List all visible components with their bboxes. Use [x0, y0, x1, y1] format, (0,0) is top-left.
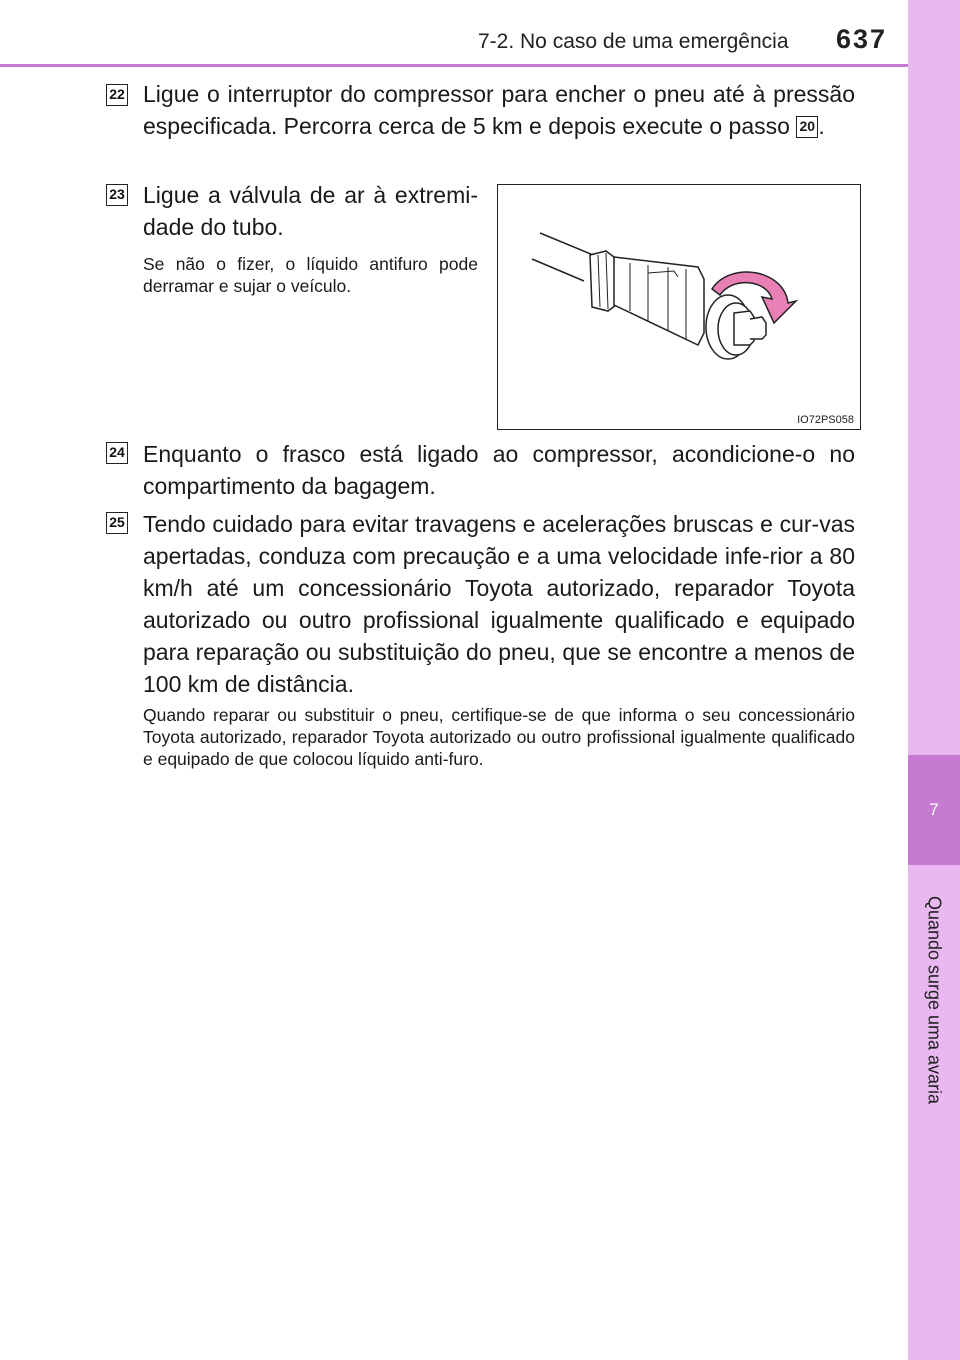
air-valve-connection-illustration	[498, 185, 859, 428]
figure-code: IO72PS058	[797, 414, 854, 426]
step-text-body: Ligue o interruptor do compressor para encher o pneu até à pressão especificada. Percorra cerca de 5 km e depois execute o passo	[143, 81, 855, 139]
step-text-end: .	[818, 113, 825, 139]
chapter-label: Quando surge uma avaria	[924, 895, 945, 1105]
figure-air-valve	[497, 184, 861, 430]
section-title: 7-2. No caso de uma emergência	[478, 30, 789, 53]
step-reference: 20	[796, 116, 818, 138]
header-divider	[0, 64, 908, 67]
step-text: Ligue a válvula de ar à extremi-dade do tubo.	[143, 182, 478, 240]
step-note: Se não o fizer, o líquido antifuro pode derramar e sujar o veículo.	[143, 254, 478, 296]
step-number: 24	[106, 442, 128, 464]
step-note: Quando reparar ou substituir o pneu, certifique-se de que informa o seu concessionário Toyota autorizado, reparador Toyota autorizado ou outro profissional igualmente qualificado e equipado de que colocou líquido anti-furo.	[143, 705, 855, 769]
page-number: 637	[836, 24, 888, 54]
step-text: Tendo cuidado para evitar travagens e acelerações bruscas e cur-vas apertadas, conduza com precaução e a uma velocidade infe-rior a 80 km/h até um concessionário Toyota autorizado, reparador Toyota autorizado ou outro profissional igualmente qualificado e equipado para reparação ou substituição do pneu, que se encontre a menos de 100 km de distância.	[143, 511, 855, 697]
step-text	[143, 78, 855, 142]
step-number: 22	[106, 84, 128, 106]
chapter-side-tab	[908, 0, 960, 1360]
chapter-number-box: 7	[908, 755, 960, 865]
step-number: 25	[106, 512, 128, 534]
step-text: Enquanto o frasco está ligado ao compressor, acondicione-o no compartimento da bagagem.	[143, 441, 855, 499]
step-number: 23	[106, 184, 128, 206]
